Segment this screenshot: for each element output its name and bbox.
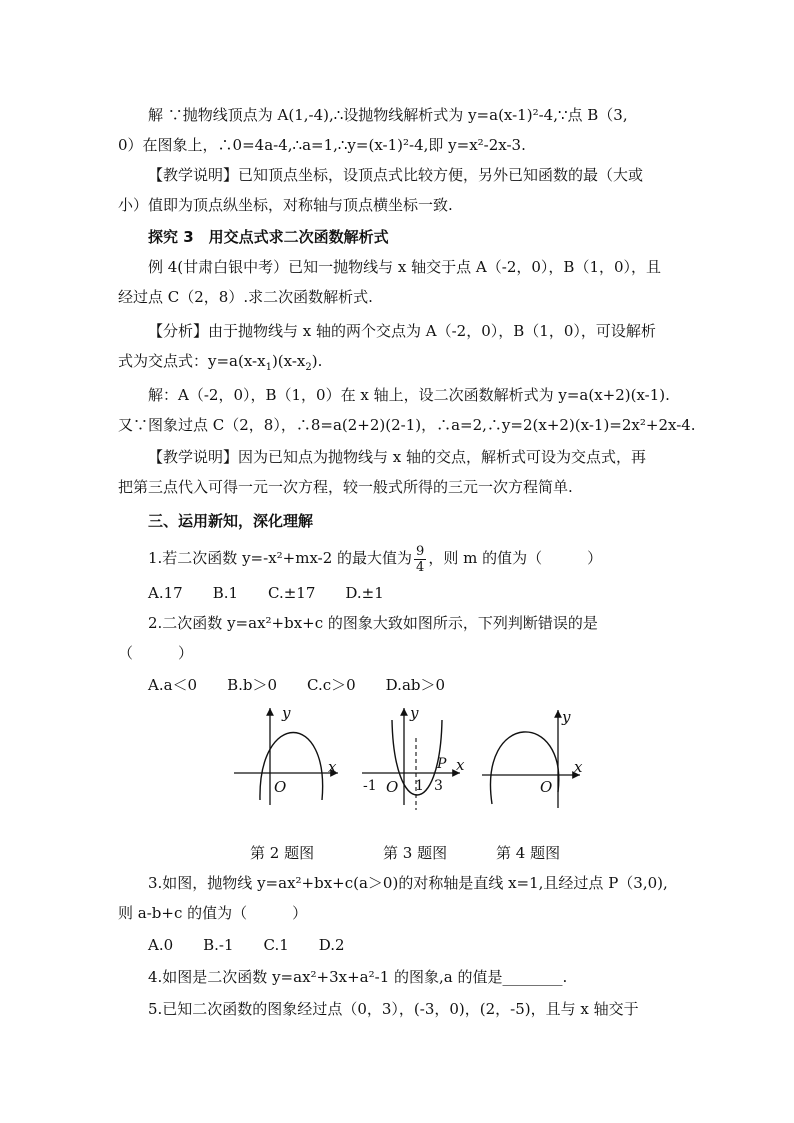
figure-4-graph [478,700,588,810]
question-4: 4.如图是二次函数 y=ax²+3x+a²-1 的图象,a 的值是________. [148,968,568,986]
analysis-line2-mid: )(x-x [271,352,306,370]
analysis-line2-pre: 式为交点式：y=a(x-x [118,352,266,370]
fig3-origin-label: O [386,778,399,796]
example4-line1: 例 4(甘肃白银中考）已知一抛物线与 x 轴交于点 A（-2，0），B（1，0），且 [148,258,662,276]
fig3-p-label: P [437,756,447,772]
explore3-title: 探究 3 用交点式求二次函数解析式 [148,228,389,246]
fig3-one-label: 1 [415,778,424,794]
fraction-numerator: 9 [416,543,425,559]
teaching-note-3-line2: 小）值即为顶点纵坐标，对称轴与顶点横坐标一致. [118,196,453,214]
question-3-line1: 3.如图，抛物线 y=ax²+bx+c(a＞0)的对称轴是直线 x=1,且经过点 P（3,0), [148,874,668,892]
fig2-x-label: x [328,758,337,776]
question-3-line2: 则 a-b+c 的值为（ ） [118,904,308,922]
solution3-line2: 0）在图象上，∴0=4a-4,∴a=1,∴y=(x-1)²-4,即 y=x²-2x-3. [118,136,526,154]
question-5: 5.已知二次函数的图象经过点（0，3），(-3，0)，(2，-5)，且与 x 轴交于 [148,1000,639,1018]
figure-4-caption: 第 4 题图 [496,844,561,862]
question-2-line1: 2.二次函数 y=ax²+bx+c 的图象大致如图所示，下列判断错误的是 [148,614,598,632]
fig2-origin-label: O [274,778,287,796]
fig2-y-label: y [282,704,291,722]
solution3-line1: 解 ∵抛物线顶点为 A(1,-4),∴设抛物线解析式为 y=a(x-1)²-4,∵点 B（3, [148,106,628,124]
solution4-line1: 解：A（-2，0），B（1，0）在 x 轴上，设二次函数解析式为 y=a(x+2)(x-1). [148,386,670,404]
question-3-options: A.0 B.-1 C.1 D.2 [148,936,345,954]
fig3-three-label: 3 [434,778,443,794]
analysis-line2 [118,350,322,379]
fraction-9-4 [414,544,426,575]
fig3-y-label: y [410,704,419,722]
question-1 [148,540,602,576]
fig3-neg1-label: -1 [363,778,377,794]
question-1-post: ，则 m 的值为（ ） [428,549,603,567]
question-1-options: A.17 B.1 C.±17 D.±1 [148,584,384,602]
example4-line2: 经过点 C（2，8）.求二次函数解析式. [118,288,373,306]
analysis-line2-post: ). [311,352,323,370]
fraction-denominator: 4 [416,559,425,575]
analysis-line1: 【分析】由于抛物线与 x 轴的两个交点为 A（-2，0），B（1，0），可设解析 [148,322,656,340]
question-1-pre: 1.若二次函数 y=-x²+mx-2 的最大值为 [148,549,413,567]
question-2-line2: （ ） [118,644,194,662]
fig4-origin-label: O [540,778,553,796]
section3-title: 三、运用新知，深化理解 [148,512,314,530]
teaching-note-4-line2: 把第三点代入可得一元一次方程，较一般式所得的三元一次方程简单. [118,478,573,496]
question-2-options: A.a＜0 B.b＞0 C.c＞0 D.ab＞0 [148,676,446,694]
fig4-y-label: y [562,708,571,726]
teaching-note-3-line1: 【教学说明】已知顶点坐标，设顶点式比较方便，另外已知函数的最（大或 [148,166,644,184]
figure-2-caption: 第 2 题图 [250,844,315,862]
solution4-line2: 又∵图象过点 C（2，8），∴8=a(2+2)(2-1)，∴a=2,∴y=2(x+2)(x-1)=2x²+2x-4. [118,416,696,434]
teaching-note-4-line1: 【教学说明】因为已知点为抛物线与 x 轴的交点，解析式可设为交点式，再 [148,448,646,466]
fig4-x-label: x [574,758,583,776]
subscript-2: 2 [305,362,312,373]
fig3-x-label: x [456,756,465,774]
subscript-1: 1 [265,362,272,373]
figure-3-caption: 第 3 题图 [383,844,448,862]
